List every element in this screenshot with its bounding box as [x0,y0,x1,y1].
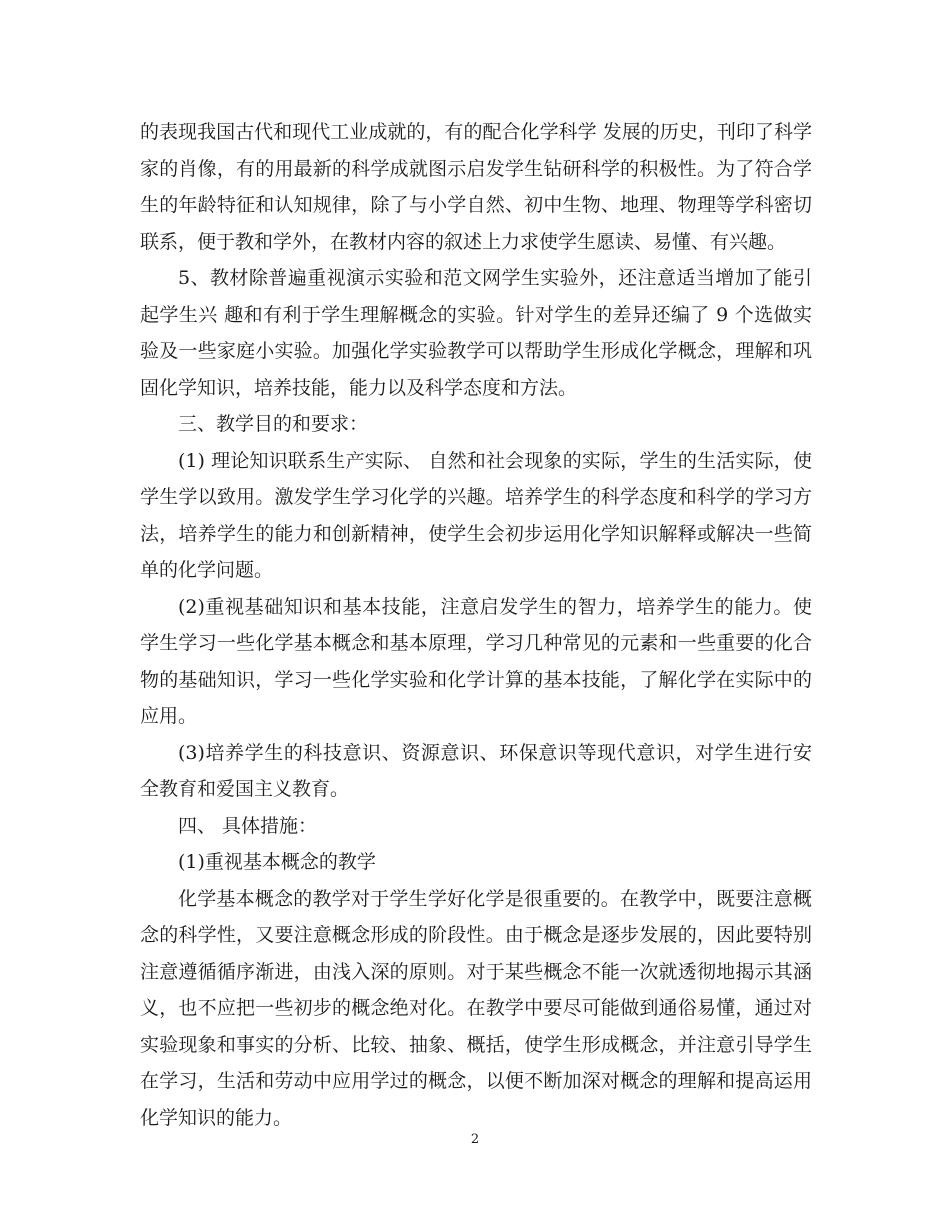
paragraph: 化学基本概念的教学对于学生学好化学是很重要的。在教学中，既要注意概念的科学性，又要注意概念形成的阶段性。由于概念是逐步发展的，因此要特别注意遵循循序渐进，由浅入深的原则。对于某些概念不能一次就透彻地揭示其涵义，也不应把一些初步的概念绝对化。在教学中要尽可能做到通俗易懂，通过对实验现象和事实的分析、比较、抽象、概括，使学生形成概念，并注意引导学生在学习，生活和劳动中应用学过的概念，以便不断加深对概念的理解和提高运用化学知识的能力。 [140,887,812,1129]
page-number: 2 [470,1132,480,1147]
paragraph: 5、教材除普遍重视演示实验和范文网学生实验外，还注意适当增加了能引起学生兴 趣和有利于学生理解概念的实验。针对学生的差异还编了 9 个选做实验及一些家庭小实验。加强化学实验教学可以帮助学生形成化学概念，理解和巩固化学知识，培养技能，能力以及科学态度和方法。 [140,267,812,399]
paragraph: 的表现我国古代和现代工业成就的，有的配合化学科学 发展的历史，刊印了科学家的肖像，有的用最新的科学成就图示启发学生钻研科学的积极性。为了符合学生的年龄特征和认知规律，除了与小学自然、初中生物、地理、物理等学科密切联系，便于教和学外，在教材内容的叙述上力求使学生愿读、易懂、有兴趣。 [140,121,812,253]
document-body [140,114,812,1136]
paragraph: (1) 理论知识联系生产实际、 自然和社会现象的实际，学生的生活实际，使学生学以致用。激发学生学习化学的兴趣。培养学生的科学态度和科学的学习方法，培养学生的能力和创新精神，使学生会初步运用化学知识解释或解决一些简单的化学问题。 [140,449,812,581]
paragraph: (3)培养学生的科技意识、资源意识、环保意识等现代意识，对学生进行安全教育和爱国主义教育。 [140,741,812,800]
paragraph: (2)重视基础知识和基本技能，注意启发学生的智力，培养学生的能力。使学生学习一些化学基本概念和基本原理，学习几种常见的元素和一些重要的化合物的基础知识，学习一些化学实验和化学计算的基本技能，了解化学在实际中的应用。 [140,595,812,727]
subsection-heading: (1)重视基本概念的教学 [178,851,376,873]
section-heading: 四、 具体措施： [178,814,318,837]
section-heading: 三、教学目的和要求： [178,413,369,435]
